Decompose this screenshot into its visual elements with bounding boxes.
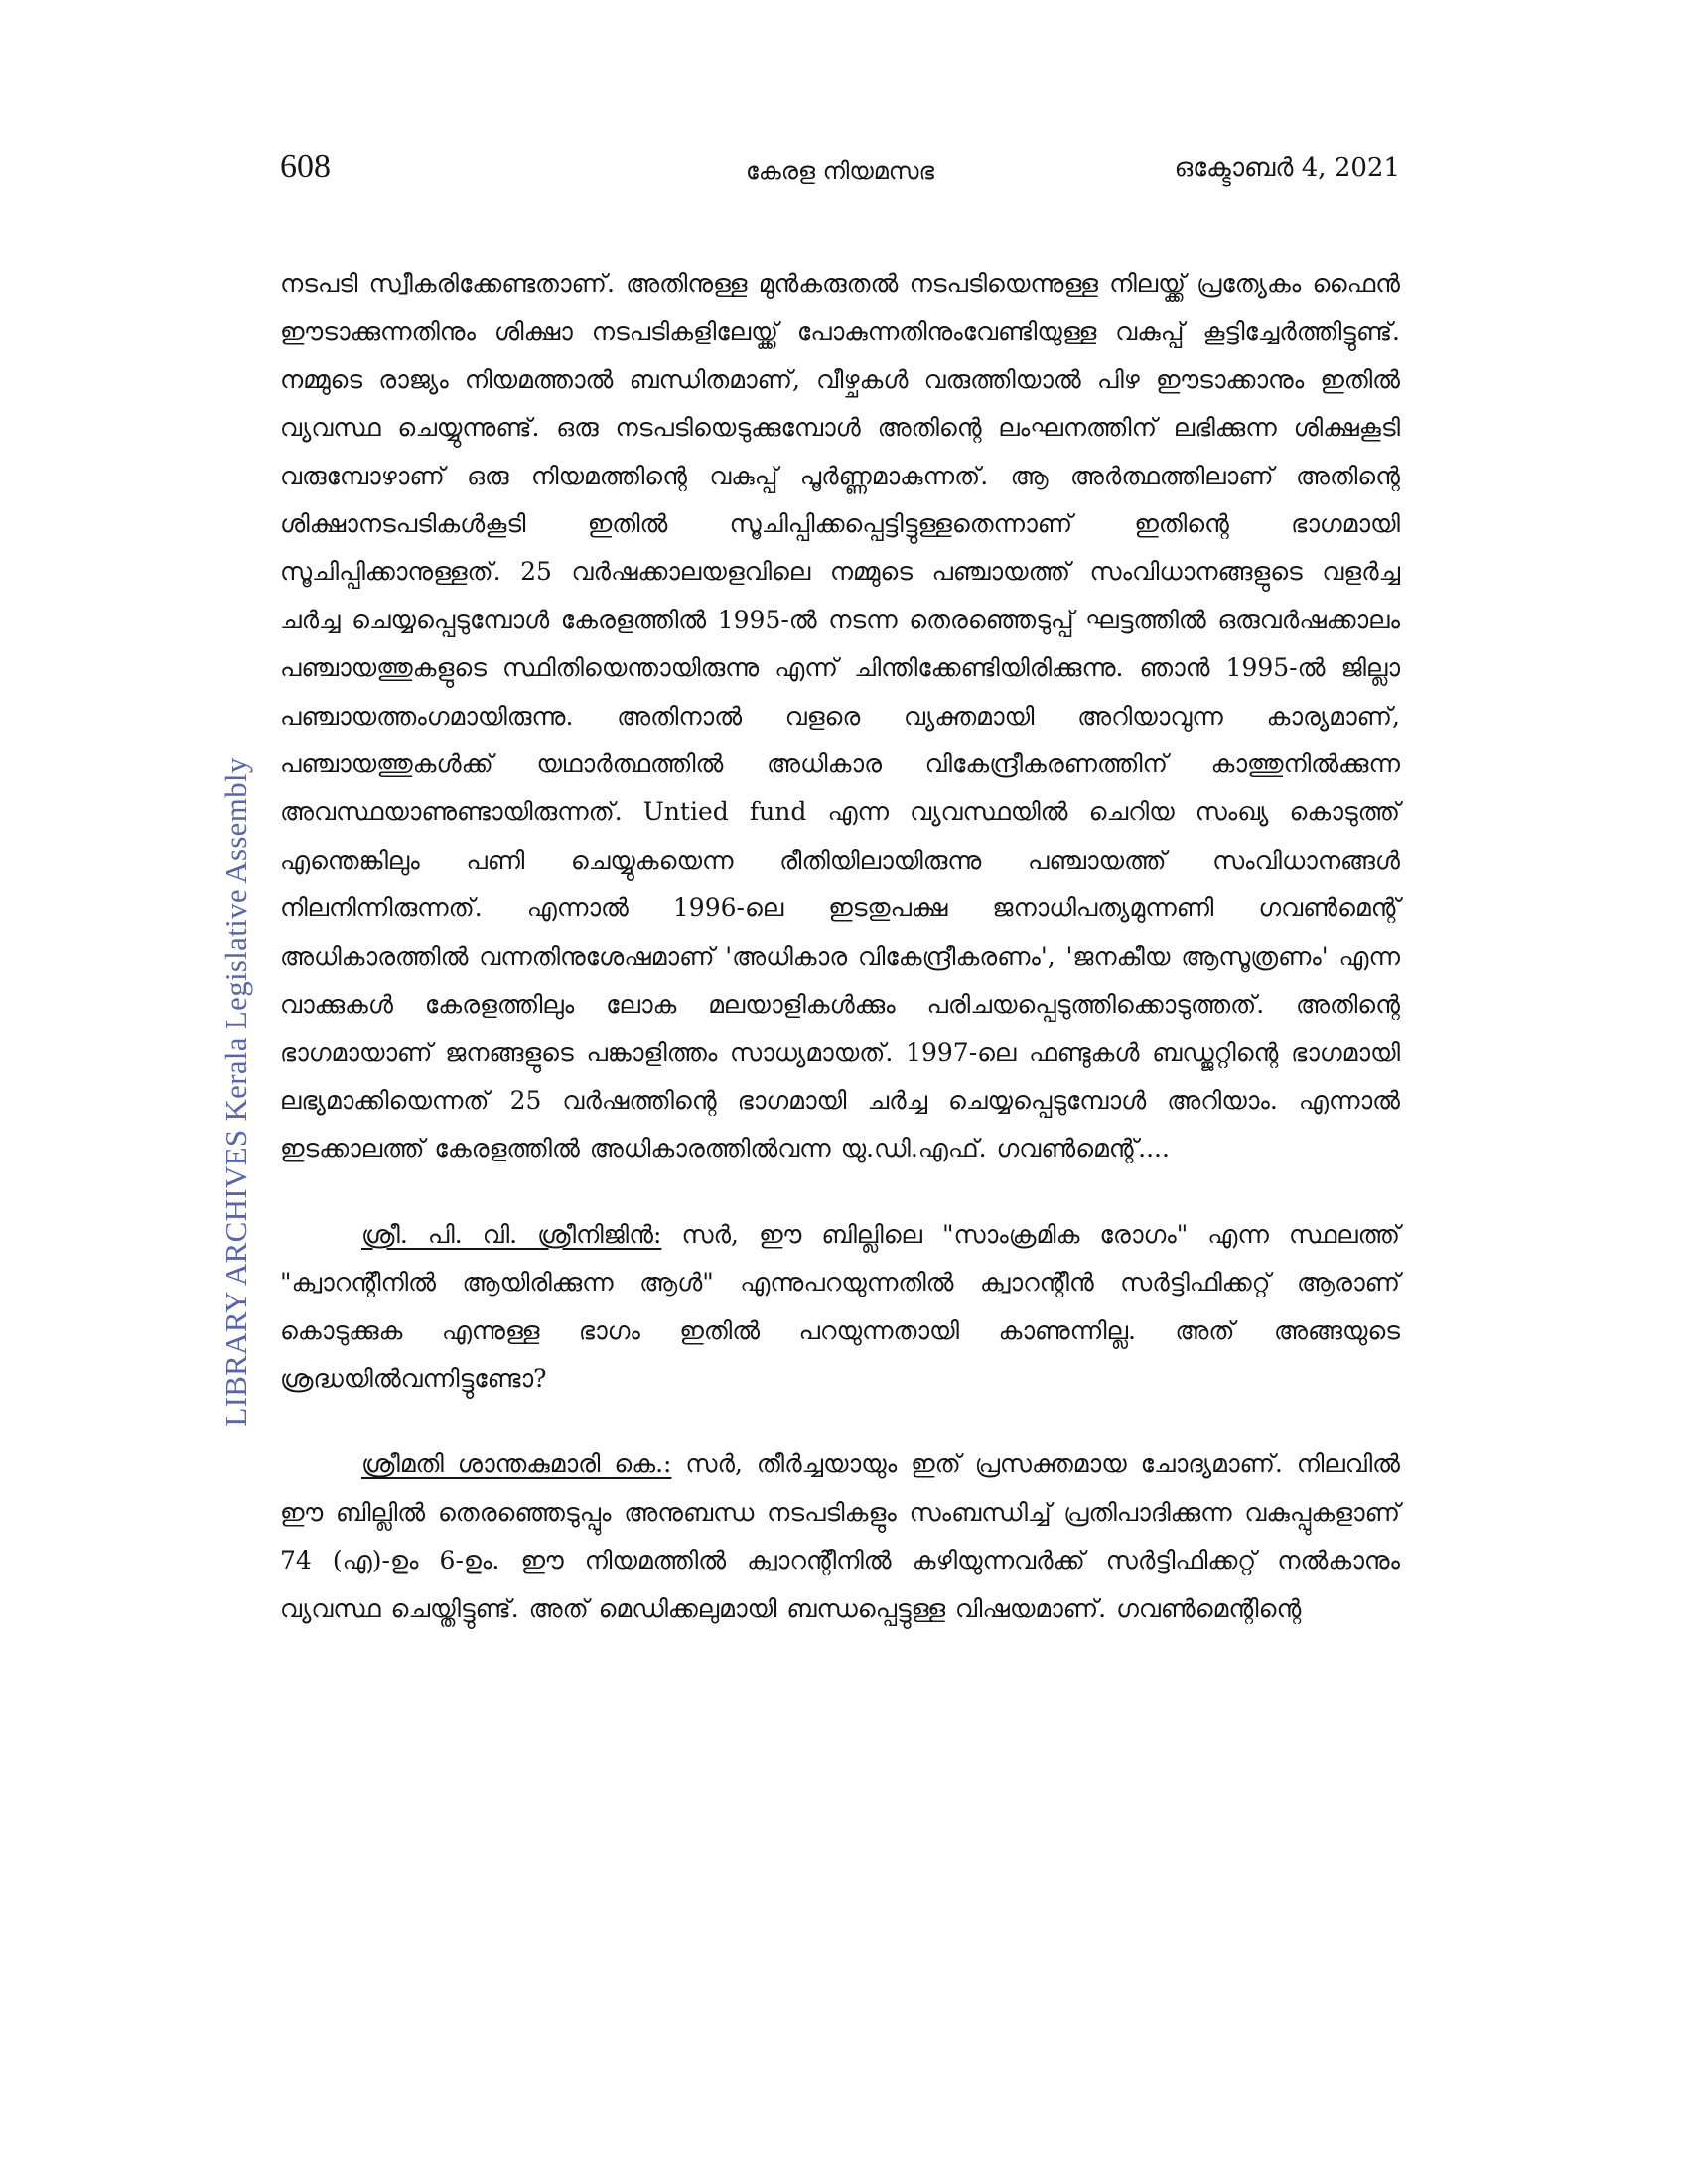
speaker-paragraph [280, 1211, 1400, 1404]
running-title: കേരള നിയമസഭ [745, 157, 935, 185]
paragraph-text: നടപടി സ്വീകരിക്കേണ്ടതാണ്. അതിനുള്ള മുൻകരുതൽ നടപടിയെന്നുള്ള നിലയ്ക്ക് പ്രത്യേകം ഫൈൻ ഈടാക്കുന്നതിനും ശിക്ഷാ നടപടികളിലേയ്ക്ക് പോകുന്നതിനുംവേണ്ടിയുള്ള വകുപ്പ് കൂട്ടിച്ചേർത്തിട്ടുണ്ട്. നമ്മുടെ രാജ്യം നിയമത്താൽ ബന്ധിതമാണ്, വീഴ്ചകൾ വരുത്തിയാൽ പിഴ ഈടാക്കാനും ഇതിൽ വ്യവസ്ഥ ചെയ്യുന്നുണ്ട്. ഒരു നടപടിയെടുക്കുമ്പോൾ അതിന്റെ ലംഘനത്തിന് ലഭിക്കുന്ന ശിക്ഷകൂടി വരുമ്പോഴാണ് ഒരു നിയമത്തിന്റെ വകുപ്പ് പൂർണ്ണമാകുന്നത്. ആ അർത്ഥത്തിലാണ് അതിന്റെ ശിക്ഷാനടപടികൾകൂടി ഇതിൽ സൂചിപ്പിക്കപ്പെട്ടിട്ടുള്ളതെന്നാണ് ഇതിന്റെ ഭാഗമായി സൂചിപ്പിക്കാനുള്ളത്. 25 വർഷക്കാലയളവിലെ നമ്മുടെ പഞ്ചായത്ത് സംവിധാനങ്ങളുടെ വളർച്ച ചർച്ച ചെയ്യപ്പെടുമ്പോൾ കേരളത്തിൽ 1995-ൽ നടന്ന തെരഞ്ഞെടുപ്പ് ഘട്ടത്തിൽ ഒരുവർഷക്കാലം പഞ്ചായത്തുകളുടെ സ്ഥിതിയെന്തായിരുന്നു എന്ന് ചിന്തിക്കേണ്ടിയിരിക്കുന്നു. ഞാൻ 1995-ൽ ജില്ലാ പഞ്ചായത്തംഗമായിരുന്നു. അതിനാൽ വളരെ വ്യക്തമായി അറിയാവുന്ന കാര്യമാണ്, പഞ്ചായത്തുകൾക്ക് യഥാർത്ഥത്തിൽ അധികാര വികേന്ദ്രീകരണത്തിന് കാത്തുനിൽക്കുന്ന അവസ്ഥയാണുണ്ടായിരുന്നത്. Untied fund എന്ന വ്യവസ്ഥയിൽ ചെറിയ സംഖ്യ കൊടുത്ത് എന്തെങ്കിലും പണി ചെയ്യുകയെന്ന രീതിയിലായിരുന്നു പഞ്ചായത്ത് സംവിധാനങ്ങൾ നിലനിന്നിരുന്നത്. എന്നാൽ 1996-ലെ ഇടതുപക്ഷ ജനാധിപത്യമുന്നണി ഗവൺമെന്റ് അധികാരത്തിൽ വന്നതിനുശേഷമാണ് 'അധികാര വികേന്ദ്രീകരണം', 'ജനകീയ ആസൂത്രണം' എന്ന വാക്കുകൾ കേരളത്തിലും ലോക മലയാളികൾക്കും പരിചയപ്പെടുത്തിക്കൊടുത്തത്. അതിന്റെ ഭാഗമായാണ് ജനങ്ങളുടെ പങ്കാളിത്തം സാധ്യമായത്. 1997-ലെ ഫണ്ടുകൾ ബഡ്ജറ്റിന്റെ ഭാഗമായി ലഭ്യമാക്കിയെന്നത് 25 വർഷത്തിന്റെ ഭാഗമായി ചർച്ച ചെയ്യപ്പെടുമ്പോൾ അറിയാം. എന്നാൽ ഇടക്കാലത്ത് കേരളത്തിൽ അധികാരത്തിൽവന്ന യു.ഡി.എഫ്. ഗവൺമെന്റ്.... [280, 269, 1400, 1163]
speaker-name: ശ്രീമതി ശാന്തകുമാരി കെ.: [361, 1449, 672, 1479]
speech-text: സർ, ഈ ബില്ലിലെ "സാംക്രമിക രോഗം" എന്ന സ്ഥലത്ത് "ക്വാറന്റീനിൽ ആയിരിക്കുന്ന ആൾ" എന്നുപറയുന്നതിൽ ക്വാറന്റീൻ സർട്ടിഫിക്കറ്റ് ആരാണ് കൊടുക്കുക എന്നുള്ള ഭാഗം ഇതിൽ പറയുന്നതായി കാണുന്നില്ല. അത് അങ്ങയുടെ ശ്രദ്ധയിൽവന്നിട്ടുണ്ടോ? [280, 1219, 1401, 1393]
header-date: ഒക്ടോബർ 4, 2021 [1174, 153, 1400, 183]
speaker-name: ശ്രീ. പി. വി. ശ്രീനിജിൻ: [361, 1219, 662, 1249]
speech-text: സർ, തീർച്ചയായും ഇത് പ്രസക്തമായ ചോദ്യമാണ്. നിലവിൽ ഈ ബില്ലിൽ തെരഞ്ഞെടുപ്പും അനുബന്ധ നടപടികളും സംബന്ധിച്ച് പ്രതിപാദിക്കുന്ന വകുപ്പുകളാണ് 74 (എ)-ഉം 6-ഉം. ഈ നിയമത്തിൽ ക്വാറന്റീനിൽ കഴിയുന്നവർക്ക് സർട്ടിഫിക്കറ്റ് നൽകാനും വ്യവസ്ഥ ചെയ്തിട്ടുണ്ട്. അത് മെഡിക്കലുമായി ബന്ധപ്പെട്ടുള്ള വിഷയമാണ്. ഗവൺമെന്റിന്റെ [280, 1449, 1400, 1623]
document-body [280, 260, 1400, 1633]
page-number: 608 [280, 148, 331, 185]
speaker-paragraph [280, 1440, 1400, 1633]
library-archives-watermark: LIBRARY ARCHIVES Kerala Legislative Assembly [218, 757, 253, 1427]
body-paragraph [280, 260, 1400, 1173]
page-header [280, 147, 1400, 197]
